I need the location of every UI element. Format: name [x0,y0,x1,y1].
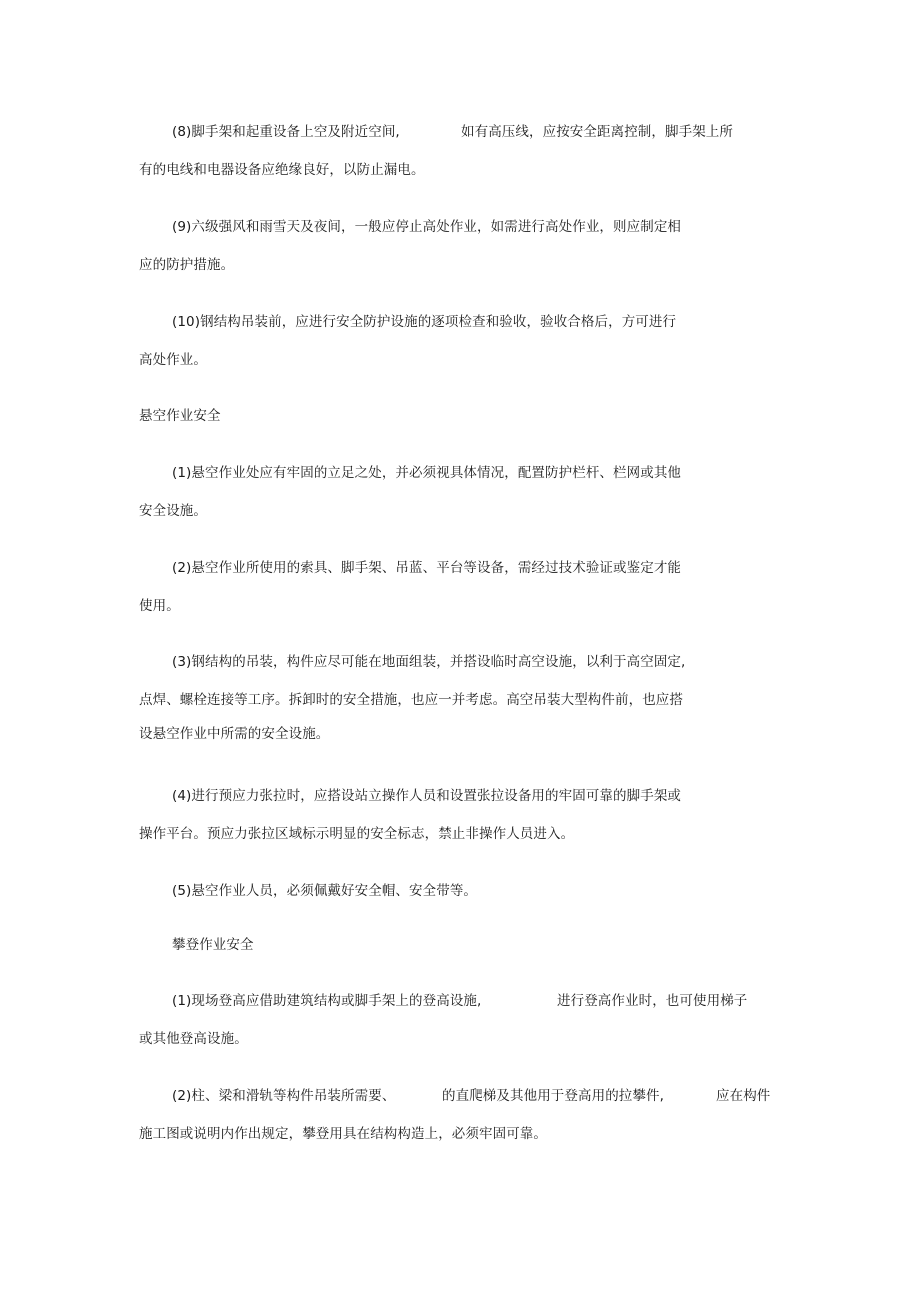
text-line: (1)悬空作业处应有牢固的立足之处，并必须视具体情况，配置防护栏杆、栏网或其他 [172,465,682,481]
section-heading: 攀登作业安全 [172,937,254,953]
text-line: 或其他登高设施。 [139,1031,248,1047]
text-line: (8)脚手架和起重设备上空及附近空间, [172,124,400,140]
text-line: 设悬空作业中所需的安全设施。 [139,726,330,742]
text-line: 高处作业。 [139,352,207,368]
text-line: (2)悬空作业所使用的索具、脚手架、吊蓝、平台等设备，需经过技术验证或鉴定才能 [172,560,682,576]
text-line: 施工图或说明内作出规定，攀登用具在结构构造上，必须牢固可靠。 [139,1126,547,1142]
text-line: 进行登高作业时，也可使用梯子 [557,993,748,1009]
text-line: 应的防护措施。 [139,257,235,273]
text-line: 点焊、螺栓连接等工序。拆卸时的安全措施，也应一并考虑。高空吊装大型构件前，也应搭 [139,692,683,708]
text-line: 有的电线和电器设备应绝缘良好，以防止漏电。 [139,162,425,178]
text-line: (9)六级强风和雨雪天及夜间，一般应停止高处作业，如需进行高处作业，则应制定相 [172,219,682,235]
text-line: 应在构件 [716,1088,771,1104]
text-line: 如有高压线，应按安全距离控制，脚手架上所 [461,124,733,140]
text-line: (1)现场登高应借助建筑结构或脚手架上的登高设施, [172,993,482,1009]
text-line: (5)悬空作业人员，必须佩戴好安全帽、安全带等。 [172,883,478,899]
text-line: 使用。 [139,598,180,614]
text-line: (2)柱、梁和滑轨等构件吊装所需要、 [172,1088,396,1104]
text-line: 操作平台。预应力张拉区域标示明显的安全标志，禁止非操作人员进入。 [139,826,575,842]
text-line: (4)进行预应力张拉时，应搭设站立操作人员和设置张拉设备用的牢固可靠的脚手架或 [172,788,682,804]
section-heading: 悬空作业安全 [139,408,221,424]
text-line: (3)钢结构的吊装，构件应尽可能在地面组装，并搭设临时高空设施，以利于高空固定, [172,654,686,670]
text-line: 的直爬梯及其他用于登高用的拉攀件, [442,1088,664,1104]
text-line: (10)钢结构吊装前，应进行安全防护设施的逐项检查和验收，验收合格后，方可进行 [172,314,677,330]
text-line: 安全设施。 [139,503,207,519]
